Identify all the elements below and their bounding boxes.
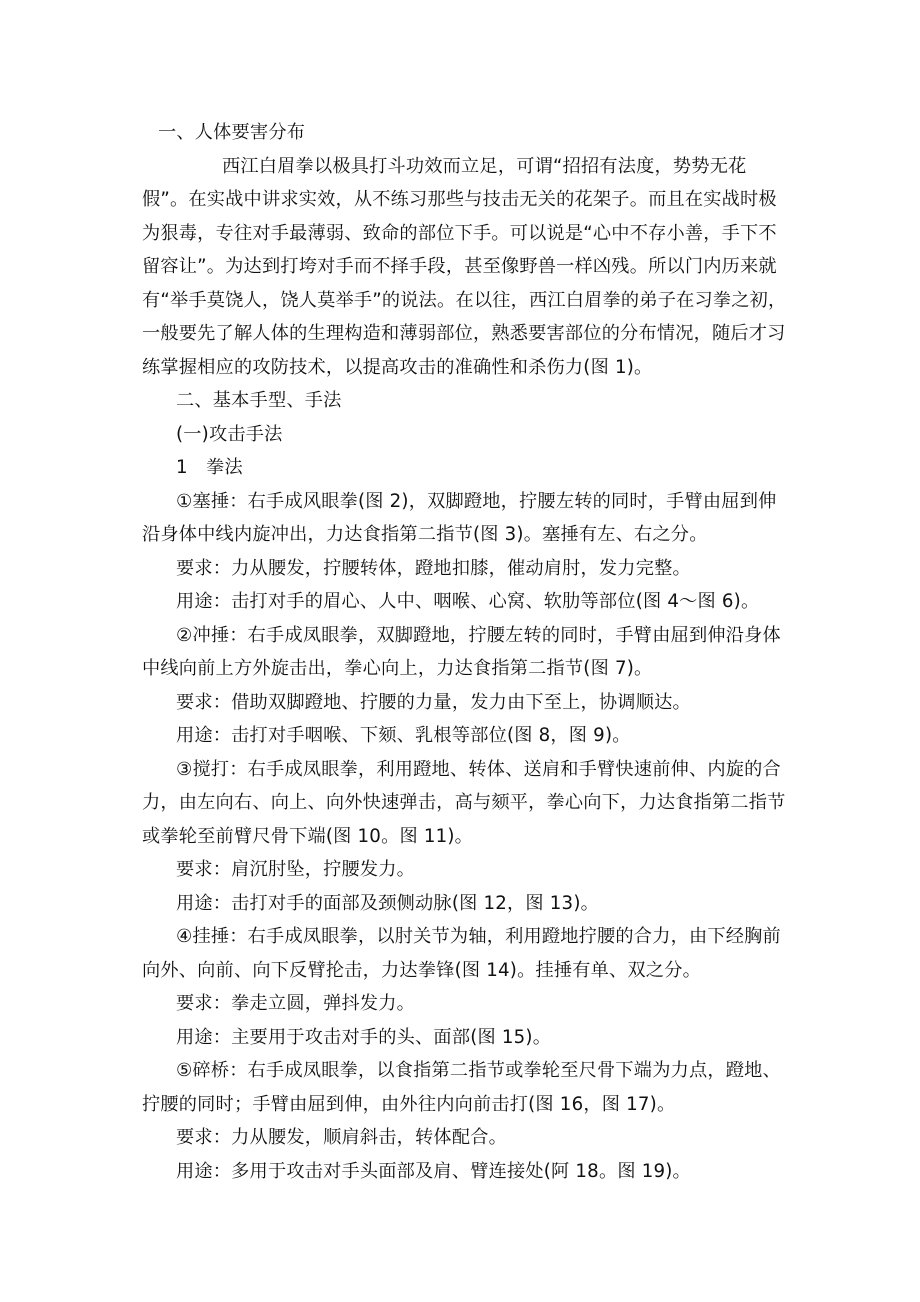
section-heading: 二、基本手型、手法 (176, 390, 342, 411)
paragraph-line: 有“举手莫饶人，饶人莫举手”的说法。在以往，西江白眉拳的弟子在习拳之初， (142, 289, 787, 311)
paragraph-line: ⑤碎桥：右手成凤眼拳，以食指第二指节或拳轮至尺骨下端为力点，蹬地、 (176, 1060, 781, 1081)
usage-line: 用途：击打对手的面部及颈侧动脉(图 12，图 13)。 (176, 892, 600, 914)
paragraph-line: 力，由左向右、向上、向外快速弹击，高与颏平，拳心向下，力达食指第二指节 (142, 792, 786, 813)
paragraph-line: 或拳轮至前臂尺骨下端(图 10。图 11)。 (142, 825, 474, 847)
requirement-line: 要求：力从腰发，拧腰转体，蹬地扣膝，催动肩肘，发力完整。 (176, 557, 691, 579)
paragraph-line: 沿身体中线内旋冲出，力达食指第二指节(图 3)。塞捶有左、右之分。 (142, 524, 708, 545)
paragraph-line: 拧腰的同时；手臂由屈到伸，由外往内向前击打(图 16，图 17)。 (142, 1093, 676, 1115)
requirement-line: 要求：肩沉肘坠，拧腰发力。 (176, 859, 416, 880)
paragraph-line: 练掌握相应的攻防技术，以提高攻击的准确性和杀伤力(图 1)。 (142, 356, 653, 378)
usage-line: 用途：击打对手咽喉、下颏、乳根等部位(图 8，图 9)。 (176, 725, 631, 746)
paragraph-line: ②冲捶：右手成凤眼拳，双脚蹬地，拧腰左转的同时，手臂由屈到伸沿身体 (176, 624, 781, 646)
subsubsection-heading: 1 拳法 (176, 457, 243, 478)
requirement-line: 要求：拳走立圆，弹抖发力。 (176, 993, 416, 1014)
paragraph-line: 向外、向前、向下反臂抡击，力达拳锋(图 14)。挂捶有单、双之分。 (142, 959, 701, 981)
paragraph-line: ①塞捶：右手成风眼拳(图 2)，双脚蹬地，拧腰左转的同时，手臂由屈到伸 (176, 490, 777, 512)
requirement-line: 要求：借助双脚蹬地、拧腰的力量，发力由下至上，协调顺达。 (176, 691, 691, 713)
usage-line: 用途：主要用于攻击对手的头、面部(图 15)。 (176, 1026, 552, 1048)
paragraph-line: 假”。在实战中讲求实效，从不练习那些与技击无关的花架子。而且在实战时极 (142, 189, 777, 210)
document-body (142, 116, 787, 1188)
subsection-heading: (一)攻击手法 (176, 423, 283, 445)
usage-line: 用途：多用于攻击对手头面部及肩、臂连接处(阿 18。图 19)。 (176, 1160, 691, 1182)
paragraph-line: ④挂捶：右手成凤眼拳，以肘关节为轴，利用蹬地拧腰的合力，由下经胸前 (176, 926, 781, 947)
paragraph-line: 西江白眉拳以极具打斗功效而立足，可谓“招招有法度，势势无花 (222, 155, 747, 177)
paragraph-line: 中线向前上方外旋击出，拳心向上，力达食指第二指节(图 7)。 (142, 658, 653, 679)
requirement-line: 要求：力从腰发，顺肩斜击，转体配合。 (176, 1127, 507, 1148)
paragraph-line: 留容让”。为达到打垮对手而不择手段，甚至像野兽一样凶残。所以门内历来就 (142, 256, 777, 277)
paragraph-line: 为狠毒，专往对手最薄弱、致命的部位下手。可以说是“心中不存小善，手下不 (142, 222, 777, 244)
paragraph-line: 一般要先了解人体的生理构造和薄弱部位，熟悉要害部位的分布情况，随后才习 (142, 323, 786, 344)
paragraph-line: ③搅打：右手成凤眼拳，利用蹬地、转体、送肩和手臂快速前伸、内旋的合 (176, 758, 781, 780)
section-heading: 一、人体要害分布 (158, 122, 306, 143)
usage-line: 用途：击打对手的眉心、人中、咽喉、心窝、软肋等部位(图 4～图 6)。 (176, 591, 760, 612)
